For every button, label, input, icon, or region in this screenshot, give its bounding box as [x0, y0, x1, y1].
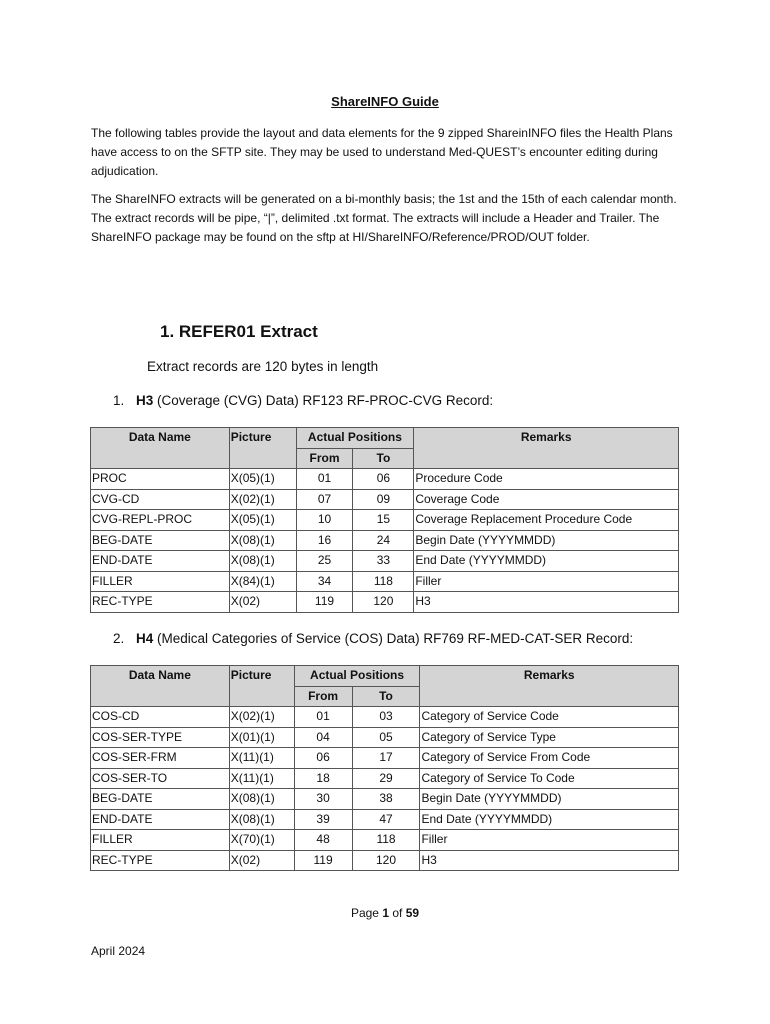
table-row [91, 592, 679, 613]
record-layout-table [90, 665, 679, 871]
cell-remarks: Filler [414, 571, 679, 592]
cell-to: 06 [353, 469, 414, 490]
cell-from: 48 [294, 830, 352, 851]
header-from: From [294, 686, 352, 707]
cell-picture: X(70)(1) [229, 830, 294, 851]
cell-to: 33 [353, 551, 414, 572]
page-prefix: Page [350, 906, 383, 920]
cell-remarks: Begin Date (YYYYMMDD) [420, 789, 679, 810]
cell-to: 29 [352, 768, 420, 789]
cell-to: 05 [352, 727, 420, 748]
cell-remarks: Category of Service Code [420, 707, 679, 728]
record-number: 1. [113, 393, 125, 408]
cell-data-name: END-DATE [91, 551, 230, 572]
record-layout-table [90, 427, 679, 613]
cell-picture: X(84)(1) [229, 571, 296, 592]
cell-picture: X(08)(1) [229, 809, 294, 830]
header-picture: Picture [229, 428, 296, 469]
header-actual-positions: Actual Positions [294, 666, 420, 687]
table-row [91, 768, 679, 789]
header-to: To [352, 686, 420, 707]
cell-from: 01 [294, 707, 352, 728]
header-data-name: Data Name [91, 666, 230, 707]
cell-data-name: PROC [91, 469, 230, 490]
cell-remarks: Category of Service Type [420, 727, 679, 748]
cell-to: 47 [352, 809, 420, 830]
record-heading [113, 631, 633, 646]
record-description: (Coverage (CVG) Data) RF123 RF-PROC-CVG Record: [153, 393, 494, 408]
cell-picture: X(08)(1) [229, 551, 296, 572]
cell-data-name: COS-SER-FRM [91, 748, 230, 769]
cell-from: 119 [296, 592, 353, 613]
cell-from: 25 [296, 551, 353, 572]
cell-data-name: REC-TYPE [91, 592, 230, 613]
page-of: of [389, 906, 406, 920]
cell-picture: X(11)(1) [229, 748, 294, 769]
record-code: H4 [136, 631, 154, 646]
cell-to: 118 [353, 571, 414, 592]
cell-from: 07 [296, 489, 353, 510]
cell-to: 120 [352, 850, 420, 871]
cell-remarks: Begin Date (YYYYMMDD) [414, 530, 679, 551]
table-row [91, 850, 679, 871]
record-code: H3 [136, 393, 154, 408]
section-heading: 1. REFER01 Extract [160, 322, 318, 341]
cell-data-name: CVG-REPL-PROC [91, 510, 230, 531]
page-number [0, 906, 770, 920]
schedule-paragraph: The ShareINFO extracts will be generated on a bi-monthly basis; the 1st and the 15th of each calendar month. The extract records will be pipe, “|”, delimited .txt format. The extracts will include a Header and Trailer. The ShareINFO package may be found on the sftp at HI/ShareINFO/Reference/PROD/OUT folder. [91, 192, 677, 244]
cell-data-name: BEG-DATE [91, 530, 230, 551]
header-picture: Picture [229, 666, 294, 707]
document-date: April 2024 [91, 944, 146, 958]
header-remarks: Remarks [420, 666, 679, 707]
cell-to: 38 [352, 789, 420, 810]
table-row [91, 809, 679, 830]
cell-data-name: REC-TYPE [91, 850, 230, 871]
cell-from: 10 [296, 510, 353, 531]
table-row [91, 510, 679, 531]
table-row [91, 530, 679, 551]
table-row [91, 707, 679, 728]
cell-data-name: COS-SER-TO [91, 768, 230, 789]
record-number: 2. [113, 631, 125, 646]
cell-data-name: END-DATE [91, 809, 230, 830]
cell-to: 24 [353, 530, 414, 551]
cell-remarks: Category of Service From Code [420, 748, 679, 769]
header-data-name: Data Name [91, 428, 230, 469]
cell-from: 16 [296, 530, 353, 551]
cell-data-name: CVG-CD [91, 489, 230, 510]
cell-to: 17 [352, 748, 420, 769]
cell-data-name: BEG-DATE [91, 789, 230, 810]
cell-from: 34 [296, 571, 353, 592]
cell-data-name: COS-SER-TYPE [91, 727, 230, 748]
cell-to: 118 [352, 830, 420, 851]
page-current: 1 [382, 906, 389, 920]
cell-from: 04 [294, 727, 352, 748]
cell-data-name: FILLER [91, 571, 230, 592]
table-row [91, 571, 679, 592]
cell-from: 18 [294, 768, 352, 789]
header-remarks: Remarks [414, 428, 679, 469]
cell-picture: X(02)(1) [229, 489, 296, 510]
cell-from: 119 [294, 850, 352, 871]
document-title: ShareINFO Guide [331, 94, 439, 109]
cell-remarks: Filler [420, 830, 679, 851]
cell-remarks: H3 [414, 592, 679, 613]
table-row [91, 727, 679, 748]
cell-from: 01 [296, 469, 353, 490]
cell-picture: X(02) [229, 592, 296, 613]
cell-picture: X(02) [229, 850, 294, 871]
intro-paragraph: The following tables provide the layout and data elements for the 9 zipped ShareinINFO files the Health Plans have access to on the SFTP site. They may be used to understand Med-QUEST’s encounter editing during adjudication. [91, 126, 673, 178]
cell-data-name: COS-CD [91, 707, 230, 728]
record-heading [113, 393, 493, 408]
cell-remarks: Coverage Code [414, 489, 679, 510]
table-row [91, 748, 679, 769]
cell-picture: X(08)(1) [229, 530, 296, 551]
cell-to: 120 [353, 592, 414, 613]
cell-remarks: Category of Service To Code [420, 768, 679, 789]
cell-to: 15 [353, 510, 414, 531]
cell-remarks: Procedure Code [414, 469, 679, 490]
cell-from: 39 [294, 809, 352, 830]
cell-remarks: Coverage Replacement Procedure Code [414, 510, 679, 531]
cell-remarks: End Date (YYYYMMDD) [420, 809, 679, 830]
cell-picture: X(11)(1) [229, 768, 294, 789]
cell-picture: X(08)(1) [229, 789, 294, 810]
section-subtitle: Extract records are 120 bytes in length [147, 359, 379, 374]
cell-from: 30 [294, 789, 352, 810]
table-row [91, 469, 679, 490]
cell-from: 06 [294, 748, 352, 769]
header-actual-positions: Actual Positions [296, 428, 414, 449]
record-description: (Medical Categories of Service (COS) Data) RF769 RF-MED-CAT-SER Record: [153, 631, 634, 646]
table-row [91, 551, 679, 572]
cell-picture: X(05)(1) [229, 469, 296, 490]
cell-to: 09 [353, 489, 414, 510]
header-to: To [353, 448, 414, 469]
table-row [91, 830, 679, 851]
cell-remarks: H3 [420, 850, 679, 871]
cell-to: 03 [352, 707, 420, 728]
header-from: From [296, 448, 353, 469]
table-row [91, 489, 679, 510]
cell-remarks: End Date (YYYYMMDD) [414, 551, 679, 572]
cell-picture: X(05)(1) [229, 510, 296, 531]
cell-picture: X(02)(1) [229, 707, 294, 728]
cell-data-name: FILLER [91, 830, 230, 851]
table-row [91, 789, 679, 810]
page-total: 59 [405, 906, 420, 920]
cell-picture: X(01)(1) [229, 727, 294, 748]
